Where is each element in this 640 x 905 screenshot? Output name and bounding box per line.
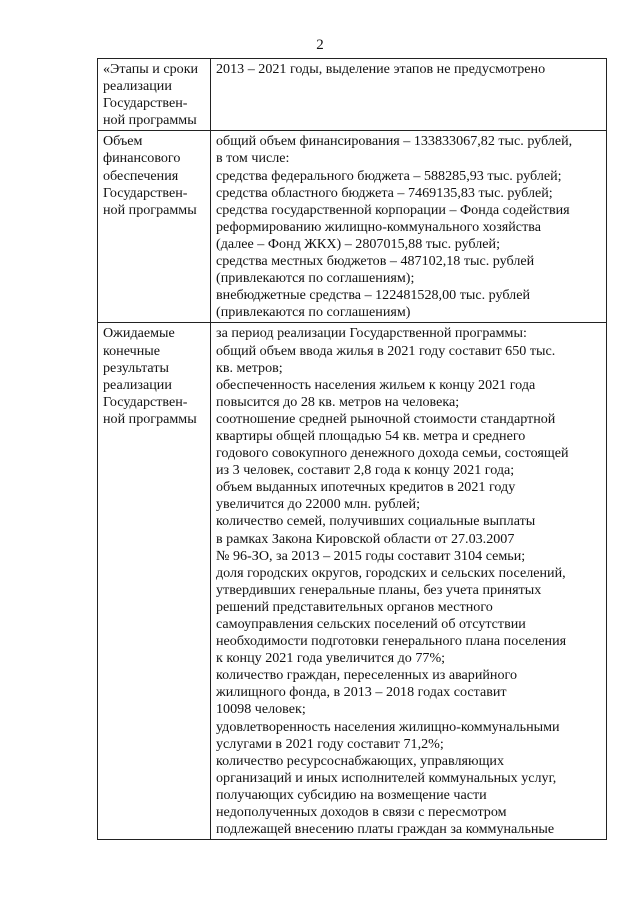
label-line: результаты	[103, 359, 169, 376]
text-line: квартиры общей площадью 54 кв. метра и среднего	[216, 427, 526, 444]
text-line: общий объем финансирования – 133833067,82 тыс. рублей,	[216, 133, 573, 150]
text-line: удовлетворенность населения жилищно-коммунальными	[216, 718, 560, 735]
program-passport-table	[97, 58, 607, 840]
row-value	[211, 131, 607, 323]
text-line: в рамках Закона Кировской области от 27.03.2007	[216, 530, 515, 547]
text-line: из 3 человек, составит 2,8 года к концу 2021 года;	[216, 462, 515, 479]
text-line: средства федерального бюджета – 588285,93 тыс. рублей;	[216, 167, 562, 184]
text-line: средства местных бюджетов – 487102,18 тыс. рублей	[216, 253, 535, 270]
table-row-financing	[98, 131, 607, 323]
text-line: услугами в 2021 году составит 71,2%;	[216, 735, 444, 752]
text-line: общий объем ввода жилья в 2021 году составит 650 тыс.	[216, 342, 556, 359]
text-line: (привлекаются по соглашениям)	[216, 304, 411, 321]
label-line: Объем	[103, 133, 143, 150]
text-line: увеличится до 22000 млн. рублей;	[216, 496, 421, 513]
text-line: количество семей, получивших социальные выплаты	[216, 513, 536, 530]
text-line: обеспеченность населения жильем к концу 2021 года	[216, 376, 536, 393]
label-line: реализации	[103, 78, 172, 95]
text-line: внебюджетные средства – 122481528,00 тыс. рублей	[216, 287, 531, 304]
text-line: реформированию жилищно-коммунального хозяйства	[216, 218, 541, 235]
table-row-stages	[98, 59, 607, 131]
text-line: утвердивших генеральные планы, без учета принятых	[216, 581, 542, 598]
text-line: 10098 человек;	[216, 701, 306, 718]
text-line: в том числе:	[216, 150, 290, 167]
row-value	[211, 323, 607, 840]
text-line: 2013 – 2021 годы, выделение этапов не предусмотрено	[216, 61, 546, 77]
label-line: финансового	[103, 150, 181, 167]
text-line: средства областного бюджета – 7469135,83 тыс. рублей;	[216, 184, 553, 201]
label-line: реализации	[103, 376, 172, 393]
text-line: за период реализации Государственной программы:	[216, 325, 527, 342]
row-label	[98, 131, 211, 323]
text-line: подлежащей внесению платы граждан за коммунальные	[216, 821, 555, 838]
text-line: кв. метров;	[216, 359, 283, 376]
text-line: количество граждан, переселенных из аварийного	[216, 667, 517, 684]
label-line: Государствен-	[103, 95, 188, 112]
text-line: годового совокупного денежного дохода семьи, состоящей	[216, 445, 569, 462]
text-line: № 96-ЗО, за 2013 – 2015 годы составит 3104 семьи;	[216, 547, 526, 564]
text-line: получающих субсидию на возмещение части	[216, 786, 487, 803]
label-line: ной программы	[103, 201, 197, 218]
label-line: Государствен-	[103, 184, 188, 201]
table-row-expected-results	[98, 323, 607, 840]
row-value	[211, 59, 607, 131]
text-line: (далее – Фонд ЖКХ) – 2807015,88 тыс. рублей;	[216, 235, 500, 252]
text-line: средства государственной корпорации – Фонда содействия	[216, 201, 570, 218]
text-line: соотношение средней рыночной стоимости стандартной	[216, 410, 556, 427]
text-line: объем выданных ипотечных кредитов в 2021 году	[216, 479, 516, 496]
text-line: жилищного фонда, в 2013 – 2018 годах составит	[216, 684, 507, 701]
label-line: Ожидаемые	[103, 325, 175, 342]
text-line: самоуправления сельских поселений об отсутствии	[216, 616, 526, 632]
text-line: к концу 2021 года увеличится до 77%;	[216, 650, 446, 667]
label-line: конечные	[103, 342, 160, 359]
text-line: решений представительных органов местного	[216, 598, 493, 615]
label-line: обеспечения	[103, 167, 179, 184]
text-line: (привлекаются по соглашениям);	[216, 270, 415, 287]
label-line: ной программы	[103, 112, 197, 129]
text-line: необходимости подготовки генерального плана поселения	[216, 633, 567, 650]
row-label	[98, 59, 211, 131]
text-line: недополученных доходов в связи с пересмотром	[216, 804, 507, 821]
label-line: «Этапы и сроки	[103, 61, 199, 77]
text-line: повысится до 28 кв. метров на человека;	[216, 393, 460, 410]
label-line: Государствен-	[103, 393, 188, 410]
label-line: ной программы	[103, 410, 197, 427]
page-number: 2	[316, 37, 324, 53]
text-line: доля городских округов, городских и сельских поселений,	[216, 564, 566, 581]
text-line: организаций и иных исполнителей коммунальных услуг,	[216, 769, 557, 786]
row-label	[98, 323, 211, 840]
text-line: количество ресурсоснабжающих, управляющих	[216, 752, 505, 769]
